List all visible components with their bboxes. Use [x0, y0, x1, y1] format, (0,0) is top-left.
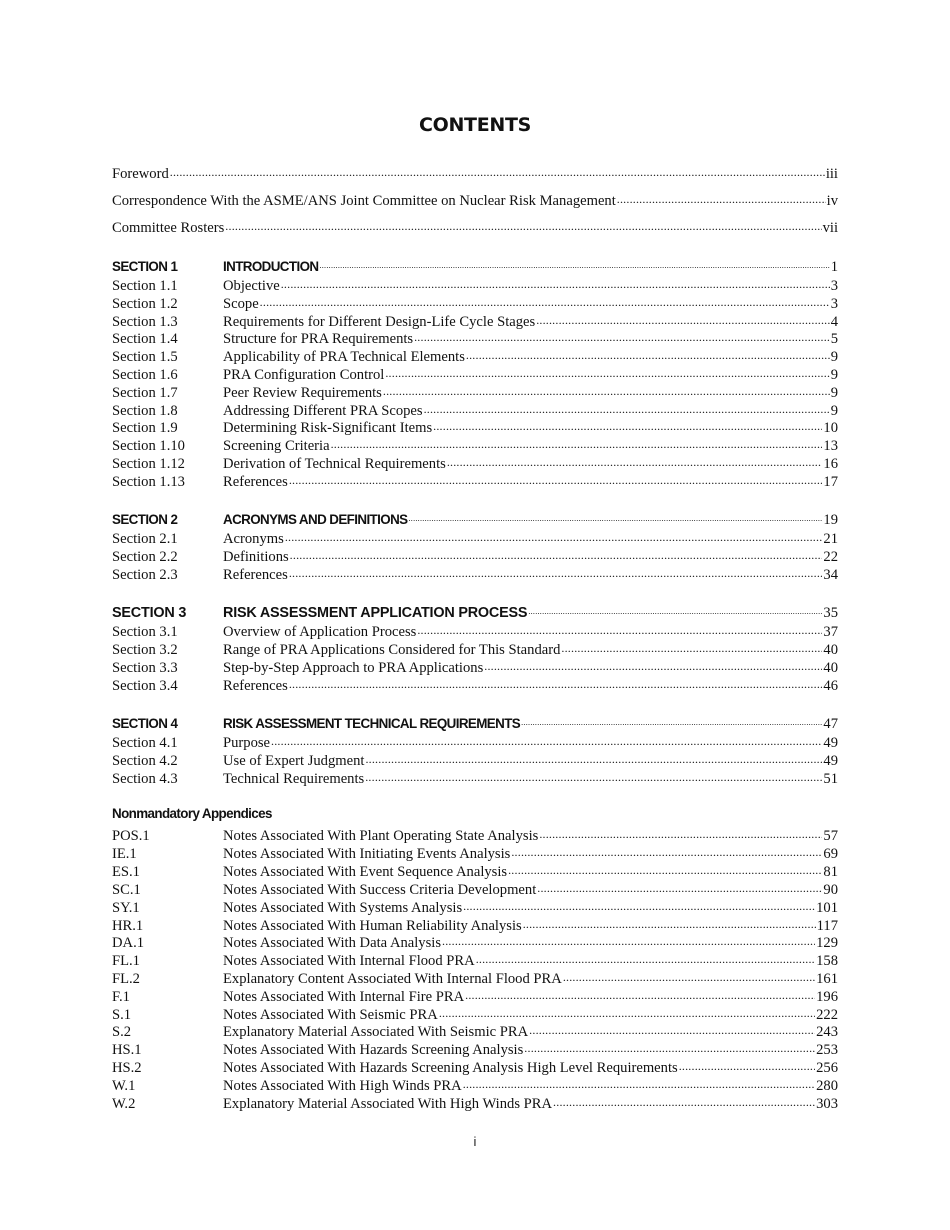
entry-page: 49 [823, 735, 838, 751]
entry-label: Step-by-Step Approach to PRA Applications [223, 660, 484, 676]
toc-entry[interactable] [112, 622, 838, 640]
entry-page: 3 [830, 278, 838, 294]
entry-page: 158 [816, 953, 838, 969]
entry-label: Determining Risk-Significant Items [223, 420, 433, 436]
dot-leader [537, 880, 822, 894]
entry-number: Section 3.4 [112, 678, 178, 694]
entry-page: 16 [823, 456, 838, 472]
entry-label: Notes Associated With Hazards Screening Analysis [223, 1042, 524, 1058]
entry-page: 5 [830, 331, 838, 347]
section-title: RISK ASSESSMENT TECHNICAL REQUIREMENTS [223, 716, 521, 731]
entry-label: Structure for PRA Requirements [223, 331, 414, 347]
toc-entry[interactable] [112, 733, 838, 751]
entry-number: Section 1.9 [112, 420, 178, 436]
entry-number: DA.1 [112, 935, 145, 951]
dot-leader [365, 751, 822, 765]
entry-number: Section 1.2 [112, 296, 178, 312]
entry-label: Requirements for Different Design-Life Cycle Stages [223, 314, 536, 330]
dot-leader [383, 383, 830, 397]
entry-page: 222 [816, 1007, 838, 1023]
entry-label: References [223, 567, 288, 583]
toc-entry[interactable] [112, 454, 838, 472]
dot-leader [529, 1022, 815, 1036]
entry-page: 129 [816, 935, 838, 951]
entry-label: Peer Review Requirements [223, 385, 382, 401]
toc-entry[interactable] [112, 769, 838, 787]
dot-leader [289, 676, 823, 690]
dot-leader [289, 565, 823, 579]
entry-number: HS.1 [112, 1042, 142, 1058]
entry-number: SY.1 [112, 900, 140, 916]
entry-page: 37 [823, 624, 838, 640]
entry-label: Derivation of Technical Requirements [223, 456, 446, 472]
dot-leader [511, 844, 822, 858]
dot-leader [484, 658, 822, 672]
toc-entry[interactable] [112, 640, 838, 658]
toc-section-heading-2[interactable] [112, 510, 838, 528]
entry-number: Section 1.3 [112, 314, 178, 330]
entry-number: Section 2.1 [112, 531, 178, 547]
toc-entry[interactable] [112, 418, 838, 436]
entry-page: 161 [816, 971, 838, 987]
entry-number: HR.1 [112, 918, 144, 934]
entry-number: Section 1.10 [112, 438, 185, 454]
entry-label: Notes Associated With Data Analysis [223, 935, 442, 951]
dot-leader [170, 164, 825, 178]
entry-label: Overview of Application Process [223, 624, 417, 640]
dot-leader [508, 862, 822, 876]
page-number: i [473, 1134, 477, 1149]
dot-leader [331, 436, 823, 450]
entry-label: Notes Associated With Internal Fire PRA [223, 989, 465, 1005]
entry-page: 57 [823, 828, 838, 844]
entry-label: PRA Configuration Control [223, 367, 385, 383]
entry-page: 3 [830, 296, 838, 312]
entry-label: Explanatory Material Associated With Seismic PRA [223, 1024, 529, 1040]
dot-leader [463, 898, 815, 912]
dot-leader [417, 622, 822, 636]
entry-number: F.1 [112, 989, 130, 1005]
toc-entry[interactable] [112, 565, 838, 583]
entry-page: 10 [823, 420, 838, 436]
dot-leader [439, 1005, 815, 1019]
entry-page: 22 [823, 549, 838, 565]
entry-number: Section 1.13 [112, 474, 185, 490]
entry-label: Notes Associated With Initiating Events Analysis [223, 846, 511, 862]
entry-page: vii [822, 220, 838, 236]
entry-page: 49 [823, 753, 838, 769]
dot-leader [523, 916, 816, 930]
entry-label: Definitions [223, 549, 289, 565]
entry-label: Correspondence With the ASME/ANS Joint Committee on Nuclear Risk Management [112, 193, 616, 209]
entry-number: Section 1.4 [112, 331, 178, 347]
toc-entry[interactable] [112, 472, 838, 490]
dot-leader [524, 1040, 815, 1054]
entry-label: Notes Associated With Systems Analysis [223, 900, 463, 916]
dot-leader [521, 714, 822, 728]
dot-leader [463, 1076, 815, 1090]
dot-leader [528, 603, 822, 617]
toc-section-heading-4[interactable] [112, 714, 838, 732]
entry-page: 117 [816, 918, 838, 934]
entry-label: Objective [223, 278, 280, 294]
entry-number: Section 1.1 [112, 278, 178, 294]
dot-leader [617, 191, 826, 205]
toc-entry[interactable] [112, 312, 838, 330]
entry-page: 90 [823, 882, 838, 898]
entry-number: Section 1.5 [112, 349, 178, 365]
dot-leader [465, 987, 815, 1001]
entry-page: 81 [823, 864, 838, 880]
entry-page: 101 [816, 900, 838, 916]
toc-appendix-entry[interactable] [112, 880, 838, 898]
toc-entry[interactable] [112, 276, 838, 294]
toc-appendix-entry[interactable] [112, 1076, 838, 1094]
entry-label: Technical Requirements [223, 771, 365, 787]
entry-page: 4 [830, 314, 838, 330]
entry-number: Section 2.3 [112, 567, 178, 583]
entry-label: Foreword [112, 166, 169, 182]
dot-leader [260, 294, 830, 308]
toc-appendix-entry[interactable] [112, 1094, 838, 1112]
dot-leader [679, 1058, 815, 1072]
entry-label: Notes Associated With Seismic PRA [223, 1007, 438, 1023]
entry-label: Explanatory Material Associated With High Winds PRA [223, 1096, 553, 1112]
dot-leader [289, 472, 823, 486]
entry-label: References [223, 678, 288, 694]
entry-page: 35 [823, 605, 838, 621]
toc-entry[interactable] [112, 658, 838, 676]
entry-number: Section 4.1 [112, 735, 178, 751]
section-number: SECTION 2 [112, 512, 178, 527]
entry-page: iii [825, 166, 838, 182]
entry-number: S.2 [112, 1024, 132, 1040]
entry-page: 34 [823, 567, 838, 583]
dot-leader [466, 347, 830, 361]
entry-number: SC.1 [112, 882, 141, 898]
toc-appendix-entry[interactable] [112, 951, 838, 969]
entry-number: FL.1 [112, 953, 140, 969]
entry-number: Section 3.3 [112, 660, 178, 676]
dot-leader [424, 401, 830, 415]
entry-number: Section 2.2 [112, 549, 178, 565]
entry-page: 69 [823, 846, 838, 862]
entry-page: 9 [830, 367, 838, 383]
dot-leader [563, 969, 815, 983]
entry-page: 303 [816, 1096, 838, 1112]
toc-entry[interactable] [112, 547, 838, 565]
toc-entry-correspondence[interactable] [112, 191, 838, 209]
entry-page: 256 [816, 1060, 838, 1076]
entry-label: Notes Associated With Internal Flood PRA [223, 953, 475, 969]
entry-page: 243 [816, 1024, 838, 1040]
entry-number: Section 1.12 [112, 456, 185, 472]
entry-page: 9 [830, 349, 838, 365]
entry-number: W.2 [112, 1096, 136, 1112]
dot-leader [285, 529, 823, 543]
toc-appendix-entry[interactable] [112, 1005, 838, 1023]
toc-entry[interactable] [112, 294, 838, 312]
entry-page: 253 [816, 1042, 838, 1058]
toc-entry[interactable] [112, 751, 838, 769]
entry-page: 19 [823, 512, 838, 528]
entry-page: 51 [823, 771, 838, 787]
toc-entry-foreword[interactable] [112, 164, 838, 182]
entry-number: ES.1 [112, 864, 140, 880]
toc-appendix-entry[interactable] [112, 862, 838, 880]
entry-number: Section 1.8 [112, 403, 178, 419]
toc-appendix-entry[interactable] [112, 933, 838, 951]
dot-leader [442, 933, 815, 947]
entry-page: 40 [823, 660, 838, 676]
entry-page: iv [826, 193, 838, 209]
toc-appendix-entry[interactable] [112, 916, 838, 934]
dot-leader [271, 733, 822, 747]
entry-page: 9 [830, 385, 838, 401]
dot-leader [385, 365, 829, 379]
entry-label: Notes Associated With Plant Operating State Analysis [223, 828, 539, 844]
dot-leader [225, 218, 821, 232]
entry-page: 46 [823, 678, 838, 694]
toc-entry-committee-rosters[interactable] [112, 218, 838, 236]
entry-page: 1 [830, 259, 838, 275]
section-number: SECTION 4 [112, 716, 178, 731]
toc-entry[interactable] [112, 401, 838, 419]
entry-number: Section 4.3 [112, 771, 178, 787]
entry-number: FL.2 [112, 971, 140, 987]
entry-label: Notes Associated With Human Reliability Analysis [223, 918, 522, 934]
entry-page: 40 [823, 642, 838, 658]
toc-section-heading-1[interactable] [112, 257, 838, 275]
entry-label: Addressing Different PRA Scopes [223, 403, 423, 419]
dot-leader [290, 547, 823, 561]
dot-leader [408, 510, 822, 524]
entry-label: Explanatory Content Associated With Internal Flood PRA [223, 971, 562, 987]
page-title: CONTENTS [418, 114, 532, 136]
toc-entry[interactable] [112, 529, 838, 547]
toc-appendix-entry[interactable] [112, 844, 838, 862]
dot-leader [447, 454, 823, 468]
entry-label: Notes Associated With Event Sequence Analysis [223, 864, 508, 880]
dot-leader [553, 1094, 815, 1108]
entry-number: Section 3.2 [112, 642, 178, 658]
dot-leader [365, 769, 822, 783]
entry-label: References [223, 474, 288, 490]
entry-label: Notes Associated With Hazards Screening Analysis High Level Requirements [223, 1060, 678, 1076]
entry-number: S.1 [112, 1007, 132, 1023]
entry-label: Screening Criteria [223, 438, 330, 454]
toc-section-heading-3[interactable] [112, 603, 838, 621]
entry-number: HS.2 [112, 1060, 142, 1076]
toc-entry[interactable] [112, 436, 838, 454]
entry-number: POS.1 [112, 828, 150, 844]
entry-page: 196 [816, 989, 838, 1005]
section-title: ACRONYMS AND DEFINITIONS [223, 512, 408, 527]
entry-number: Section 4.2 [112, 753, 178, 769]
section-number: SECTION 1 [112, 259, 178, 274]
entry-number: Section 1.6 [112, 367, 178, 383]
entry-label: Acronyms [223, 531, 284, 547]
section-title: INTRODUCTION [223, 259, 319, 274]
dot-leader [539, 826, 822, 840]
entry-page: 17 [823, 474, 838, 490]
entry-number: W.1 [112, 1078, 136, 1094]
dot-leader [281, 276, 830, 290]
toc-appendix-entry[interactable] [112, 898, 838, 916]
toc-entry[interactable] [112, 329, 838, 347]
entry-label: Notes Associated With High Winds PRA [223, 1078, 462, 1094]
toc-entry[interactable] [112, 365, 838, 383]
entry-number: Section 3.1 [112, 624, 178, 640]
toc-appendix-entry[interactable] [112, 1058, 838, 1076]
entry-label: Applicability of PRA Technical Elements [223, 349, 465, 365]
toc-entry[interactable] [112, 347, 838, 365]
toc-entry[interactable] [112, 383, 838, 401]
entry-label: Purpose [223, 735, 271, 751]
dot-leader [319, 257, 829, 271]
entry-label: Range of PRA Applications Considered for This Standard [223, 642, 561, 658]
entry-number: Section 1.7 [112, 385, 178, 401]
toc-appendix-entry[interactable] [112, 826, 838, 844]
toc-appendix-entry[interactable] [112, 1040, 838, 1058]
entry-label: Committee Rosters [112, 220, 225, 236]
section-title: RISK ASSESSMENT APPLICATION PROCESS [223, 605, 528, 621]
entry-page: 280 [816, 1078, 838, 1094]
entry-label: Notes Associated With Success Criteria Development [223, 882, 537, 898]
appendices-heading: Nonmandatory Appendices [112, 806, 272, 821]
dot-leader [561, 640, 822, 654]
entry-page: 21 [823, 531, 838, 547]
toc-appendix-entry[interactable] [112, 969, 838, 987]
entry-page: 9 [830, 403, 838, 419]
dot-leader [536, 312, 830, 326]
entry-page: 13 [823, 438, 838, 454]
entry-label: Scope [223, 296, 259, 312]
dot-leader [433, 418, 822, 432]
toc-appendix-entry[interactable] [112, 987, 838, 1005]
toc-entry[interactable] [112, 676, 838, 694]
entry-page: 47 [823, 716, 838, 732]
toc-appendix-entry[interactable] [112, 1022, 838, 1040]
section-number: SECTION 3 [112, 605, 187, 621]
dot-leader [476, 951, 815, 965]
dot-leader [414, 329, 830, 343]
entry-number: IE.1 [112, 846, 137, 862]
entry-label: Use of Expert Judgment [223, 753, 365, 769]
